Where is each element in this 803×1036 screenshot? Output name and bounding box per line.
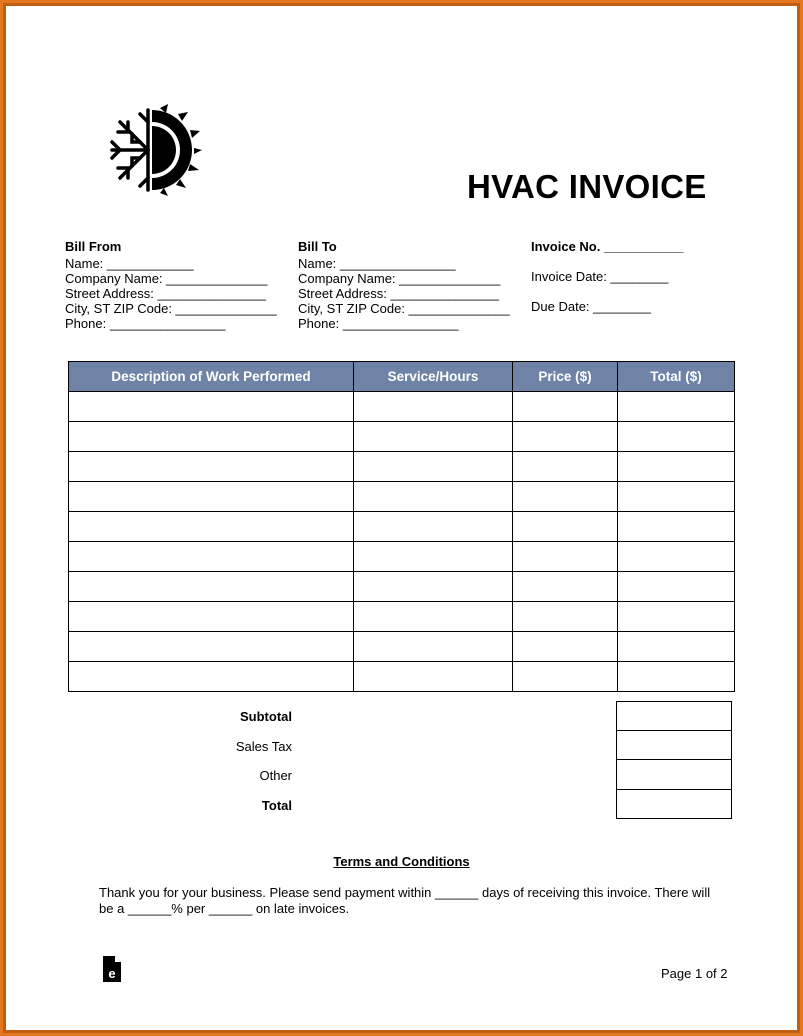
price-cell[interactable]	[513, 632, 618, 662]
total-cell[interactable]	[618, 662, 735, 692]
bill-from-company: Company Name: ______________	[65, 271, 268, 286]
total-cell[interactable]	[618, 632, 735, 662]
invoice-date: Invoice Date: ________	[531, 269, 669, 284]
invoice-number: Invoice No. ___________	[531, 239, 684, 254]
price-cell[interactable]	[513, 452, 618, 482]
bill-to-section	[298, 239, 510, 331]
header-total: Total ($)	[618, 362, 735, 392]
bill-from-city: City, ST ZIP Code: ______________	[65, 301, 277, 316]
bill-from-phone: Phone: ________________	[65, 316, 226, 331]
work-items-table	[68, 361, 735, 692]
total-cell[interactable]	[618, 392, 735, 422]
service-hours-cell[interactable]	[354, 662, 513, 692]
price-cell[interactable]	[513, 602, 618, 632]
sales-tax-field[interactable]	[616, 731, 732, 761]
table-row	[69, 602, 735, 632]
table-row	[69, 452, 735, 482]
description-cell[interactable]	[69, 602, 354, 632]
service-hours-cell[interactable]	[354, 512, 513, 542]
sales-tax-label: Sales Tax	[235, 738, 292, 754]
total-cell[interactable]	[618, 602, 735, 632]
description-cell[interactable]	[69, 542, 354, 572]
service-hours-cell[interactable]	[354, 482, 513, 512]
table-row	[69, 422, 735, 452]
bill-to-heading: Bill To	[298, 239, 337, 254]
bill-from-name: Name: ____________	[65, 256, 194, 271]
total-cell[interactable]	[618, 422, 735, 452]
snowflake-sun-icon	[102, 104, 202, 196]
service-hours-cell[interactable]	[354, 602, 513, 632]
total-field[interactable]	[616, 790, 732, 820]
description-cell[interactable]	[69, 572, 354, 602]
table-header-row	[69, 362, 735, 392]
service-hours-cell[interactable]	[354, 422, 513, 452]
table-row	[69, 542, 735, 572]
page-number: Page 1 of 2	[661, 966, 728, 981]
terms-text: Thank you for your business. Please send payment within ______ days of receiving this invoice. There will be a ______% per ______ on late invoices.	[99, 885, 711, 916]
header-price: Price ($)	[513, 362, 618, 392]
table-row	[69, 572, 735, 602]
bill-from-street: Street Address: _______________	[65, 286, 266, 301]
document-e-icon	[103, 956, 121, 982]
service-hours-cell[interactable]	[354, 392, 513, 422]
total-cell[interactable]	[618, 572, 735, 602]
description-cell[interactable]	[69, 512, 354, 542]
svg-text:e: e	[108, 966, 116, 981]
total-cell[interactable]	[618, 482, 735, 512]
total-label: Total	[261, 797, 292, 813]
bill-to-city: City, ST ZIP Code: ______________	[298, 301, 510, 316]
total-cell[interactable]	[618, 512, 735, 542]
price-cell[interactable]	[513, 542, 618, 572]
bill-from-heading: Bill From	[65, 239, 122, 254]
header-service-hours: Service/Hours	[354, 362, 513, 392]
description-cell[interactable]	[69, 632, 354, 662]
service-hours-cell[interactable]	[354, 542, 513, 572]
due-date: Due Date: ________	[531, 299, 651, 314]
bill-to-name: Name: ________________	[298, 256, 456, 271]
total-cell[interactable]	[618, 452, 735, 482]
table-row	[69, 662, 735, 692]
table-row	[69, 392, 735, 422]
bill-to-company: Company Name: ______________	[298, 271, 501, 286]
invoice-page	[6, 6, 797, 1030]
description-cell[interactable]	[69, 482, 354, 512]
price-cell[interactable]	[513, 482, 618, 512]
price-cell[interactable]	[513, 572, 618, 602]
invoice-title: HVAC INVOICE	[467, 168, 707, 205]
price-cell[interactable]	[513, 512, 618, 542]
bill-from-section	[65, 239, 277, 331]
terms-heading: Terms and Conditions	[333, 854, 470, 869]
price-cell[interactable]	[513, 392, 618, 422]
other-label: Other	[259, 768, 292, 783]
total-cell[interactable]	[618, 542, 735, 572]
description-cell[interactable]	[69, 662, 354, 692]
table-row	[69, 512, 735, 542]
service-hours-cell[interactable]	[354, 632, 513, 662]
subtotal-field[interactable]	[616, 701, 732, 731]
other-field[interactable]	[616, 760, 732, 790]
price-cell[interactable]	[513, 662, 618, 692]
description-cell[interactable]	[69, 422, 354, 452]
table-row	[69, 482, 735, 512]
description-cell[interactable]	[69, 452, 354, 482]
invoice-info-section	[531, 239, 684, 314]
service-hours-cell[interactable]	[354, 452, 513, 482]
price-cell[interactable]	[513, 422, 618, 452]
subtotal-label: Subtotal	[240, 709, 292, 724]
table-row	[69, 632, 735, 662]
description-cell[interactable]	[69, 392, 354, 422]
header-description: Description of Work Performed	[69, 362, 354, 392]
bill-to-phone: Phone: ________________	[298, 316, 459, 331]
bill-to-street: Street Address: _______________	[298, 286, 499, 301]
service-hours-cell[interactable]	[354, 572, 513, 602]
